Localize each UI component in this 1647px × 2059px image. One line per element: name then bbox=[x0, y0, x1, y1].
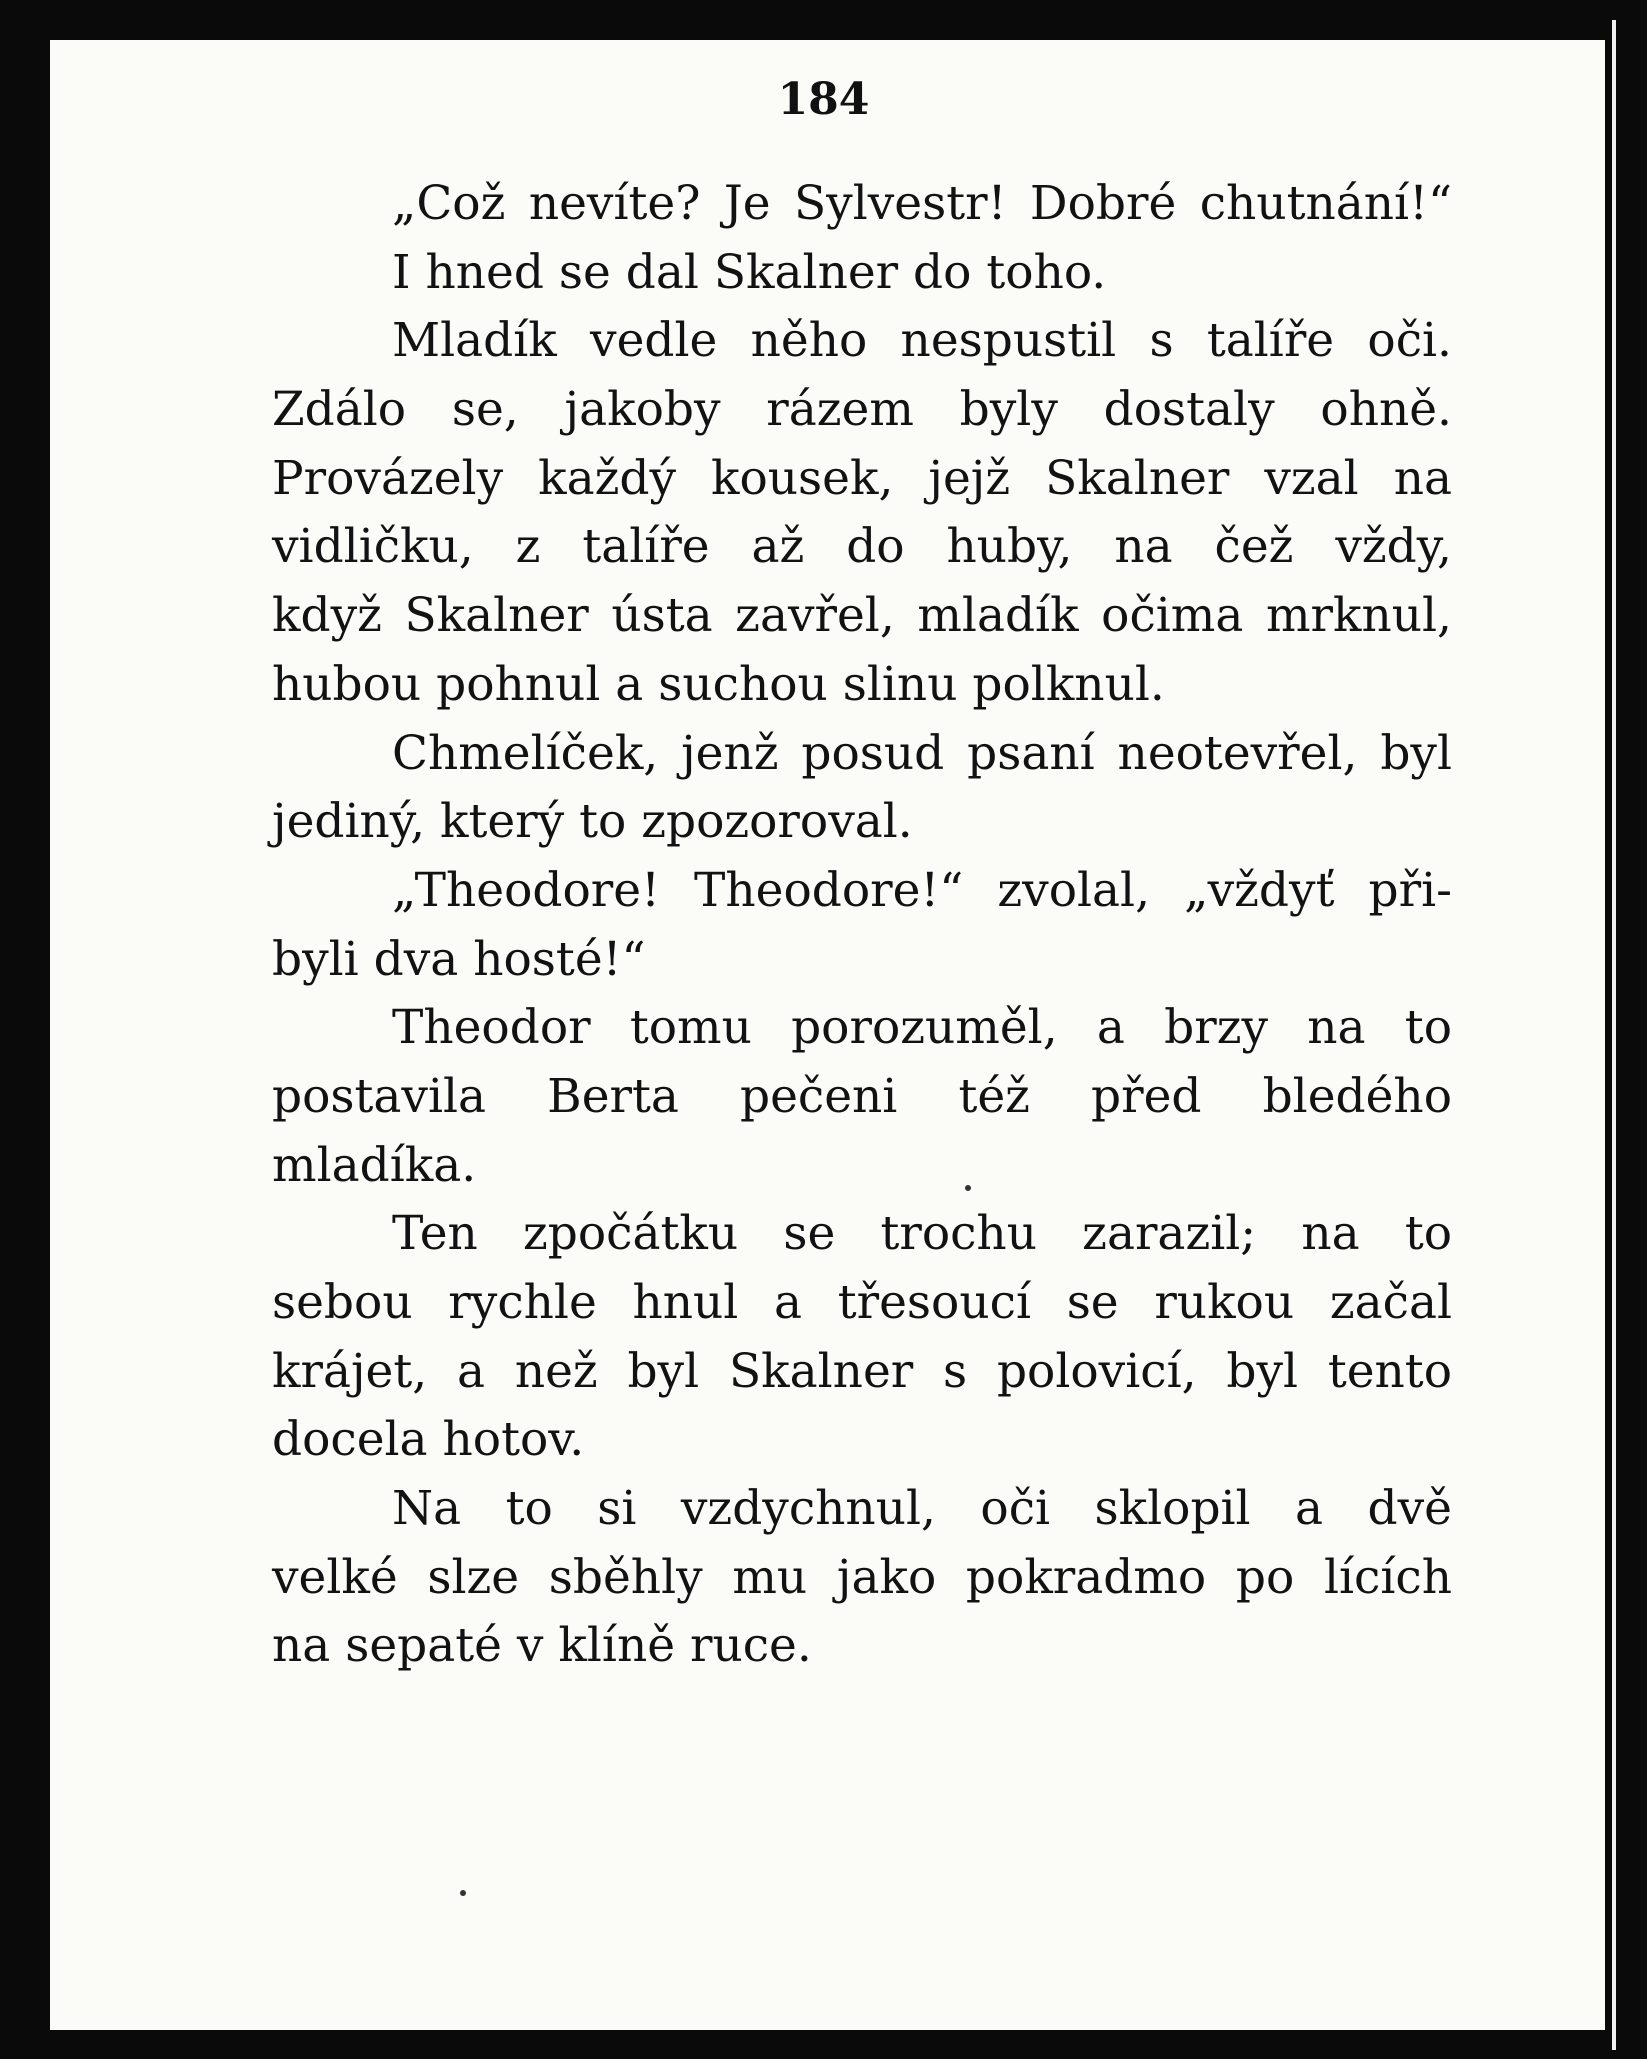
text-line: velké slze sběhly mu jako pokradmo po lících bbox=[272, 1549, 1452, 1605]
text-line: „Theodore! Theodore!“ zvolal, „vždyť při- bbox=[392, 862, 1452, 918]
print-speck bbox=[460, 1890, 466, 1896]
print-speck bbox=[965, 1185, 971, 1191]
text-line: Na to si vzdychnul, oči sklopil a dvě bbox=[392, 1481, 1452, 1537]
text-line: vidličku, z talíře až do huby, na čež vždy, bbox=[272, 519, 1452, 575]
text-line: docela hotov. bbox=[272, 1412, 585, 1468]
text-line: postavila Berta pečeni též před bledého bbox=[272, 1068, 1452, 1124]
text-line: když Skalner ústa zavřel, mladík očima mrknul, bbox=[272, 588, 1452, 644]
text-line: Chmelíček, jenž posud psaní neotevřel, byl bbox=[392, 725, 1452, 781]
text-line: hubou pohnul a suchou slinu polknul. bbox=[272, 656, 1165, 712]
text-line: byli dva hosté!“ bbox=[272, 931, 646, 987]
text-line: Provázely každý kousek, jejž Skalner vzal na bbox=[272, 450, 1452, 506]
text-line: Theodor tomu porozuměl, a brzy na to bbox=[392, 1000, 1452, 1056]
text-line: krájet, a než byl Skalner s polovicí, byl tento bbox=[272, 1343, 1452, 1399]
text-line: „Což nevíte? Je Sylvestr! Dobré chutnání!“ bbox=[392, 176, 1452, 231]
text-line: mladíka. bbox=[272, 1137, 477, 1193]
text-line: Mladík vedle něho nespustil s talíře oči. bbox=[392, 313, 1452, 369]
page-edge-line bbox=[1612, 20, 1616, 2050]
page-number: 184 bbox=[777, 74, 870, 125]
body-text bbox=[272, 170, 1452, 1681]
text-line: na sepaté v klíně ruce. bbox=[272, 1618, 812, 1674]
text-line: Ten zpočátku se trochu zarazil; na to bbox=[392, 1206, 1452, 1262]
text-line: Zdálo se, jakoby rázem byly dostaly ohně. bbox=[272, 382, 1452, 438]
text-line: jediný, který to zpozoroval. bbox=[272, 794, 913, 850]
text-line: sebou rychle hnul a třesoucí se rukou začal bbox=[272, 1275, 1452, 1330]
text-line: I hned se dal Skalner do toho. bbox=[392, 244, 1107, 300]
